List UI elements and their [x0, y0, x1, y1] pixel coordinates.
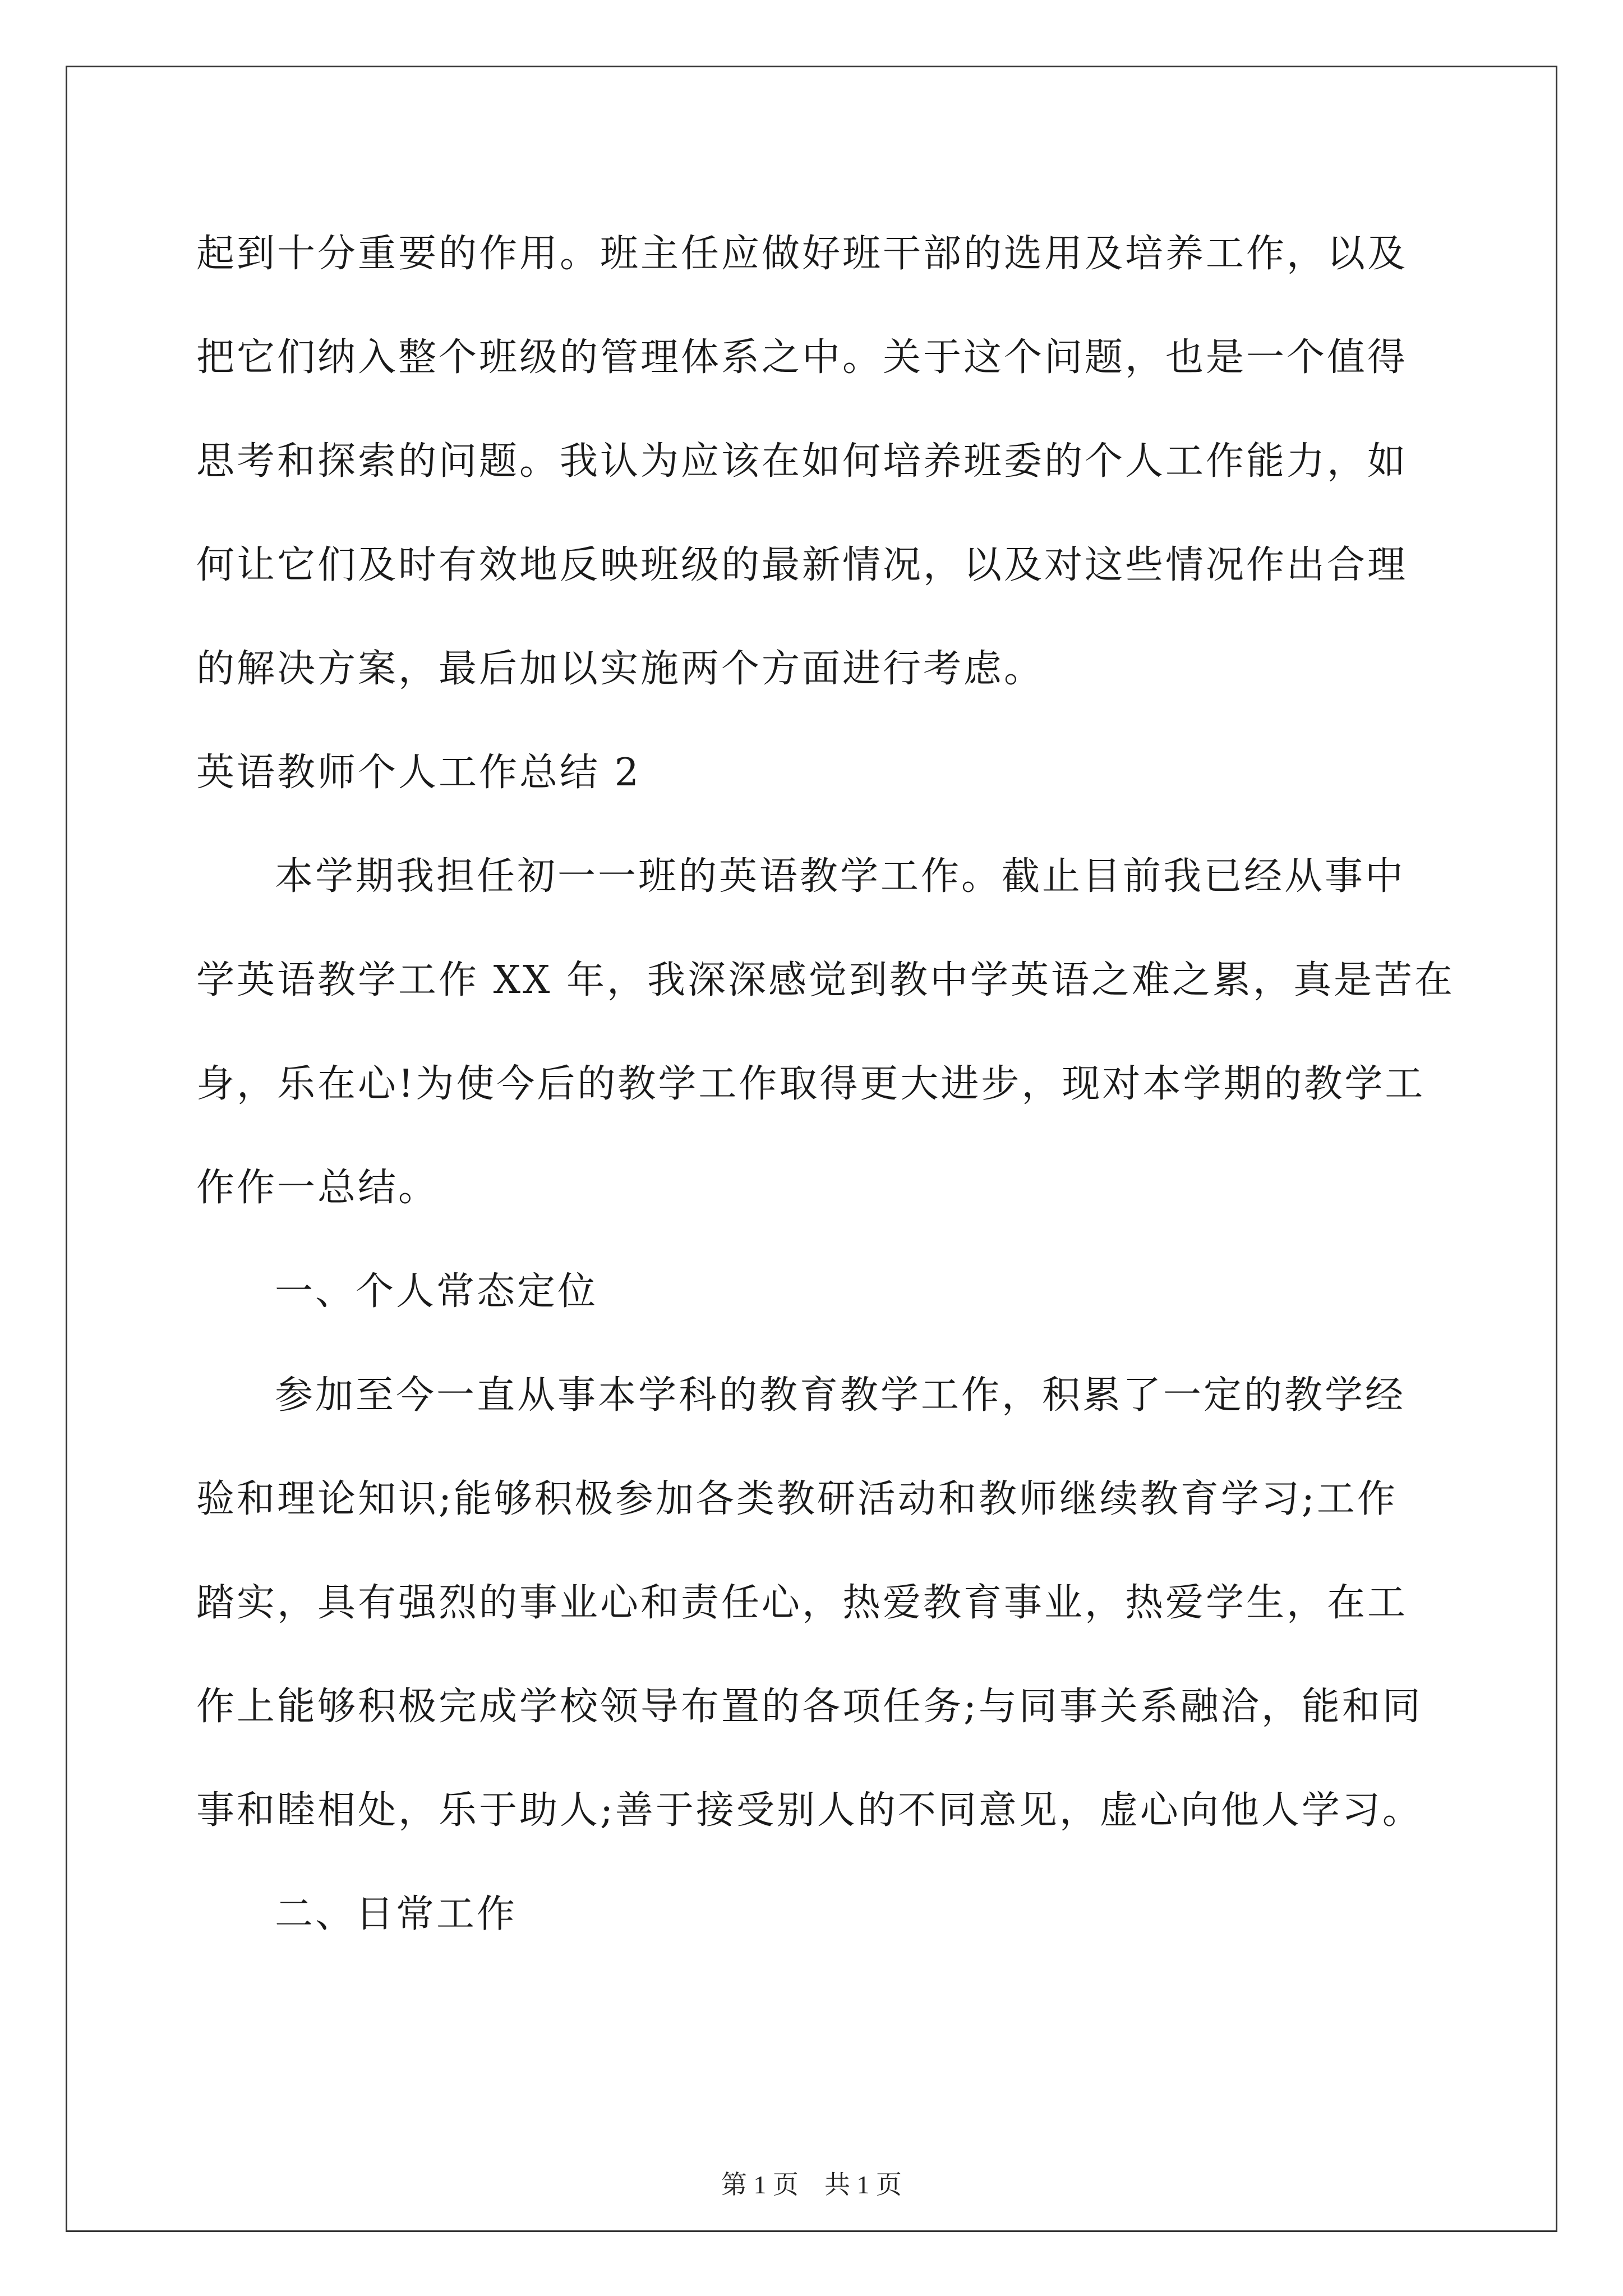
- text-line: 学英语教学工作 XX 年，我深深感觉到教中学英语之难之累，真是苦在: [196, 958, 1455, 1002]
- section-title: 英语教师个人工作总结 2: [196, 751, 641, 795]
- document-body: [196, 202, 1455, 1966]
- subsection-heading: 一、个人常态定位: [275, 1269, 598, 1314]
- text-line: 本学期我担任初一一班的英语教学工作。截止目前我已经从事中: [275, 854, 1406, 899]
- text-line: 把它们纳入整个班级的管理体系之中。关于这个问题，也是一个值得: [196, 335, 1408, 380]
- text-line: 作作一总结。: [196, 1166, 439, 1210]
- text-line: 何让它们及时有效地反映班级的最新情况，以及对这些情况作出合理: [196, 543, 1408, 587]
- text-line: 参加至今一直从事本学科的教育教学工作，积累了一定的教学经: [275, 1373, 1406, 1418]
- text-line: 作上能够积极完成学校领导布置的各项任务;与同事关系融洽，能和同: [196, 1685, 1423, 1729]
- page-footer: 第 1 页 共 1 页: [721, 2170, 902, 2199]
- text-line: 的解决方案，最后加以实施两个方面进行考虑。: [196, 647, 1045, 691]
- text-line: 事和睦相处，乐于助人;善于接受别人的不同意见，虚心向他人学习。: [196, 1788, 1423, 1833]
- subsection-heading: 二、日常工作: [275, 1892, 518, 1936]
- text-line: 起到十分重要的作用。班主任应做好班干部的选用及培养工作，以及: [196, 232, 1408, 276]
- text-line: 思考和探索的问题。我认为应该在如何培养班委的个人工作能力，如: [196, 439, 1408, 484]
- text-line: 踏实，具有强烈的事业心和责任心，热爱教育事业，热爱学生，在工: [196, 1581, 1408, 1625]
- text-line: 验和理论知识;能够积极参加各类教研活动和教师继续教育学习;工作: [196, 1477, 1398, 1521]
- text-line: 身，乐在心!为使今后的教学工作取得更大进步，现对本学期的教学工: [196, 1062, 1426, 1106]
